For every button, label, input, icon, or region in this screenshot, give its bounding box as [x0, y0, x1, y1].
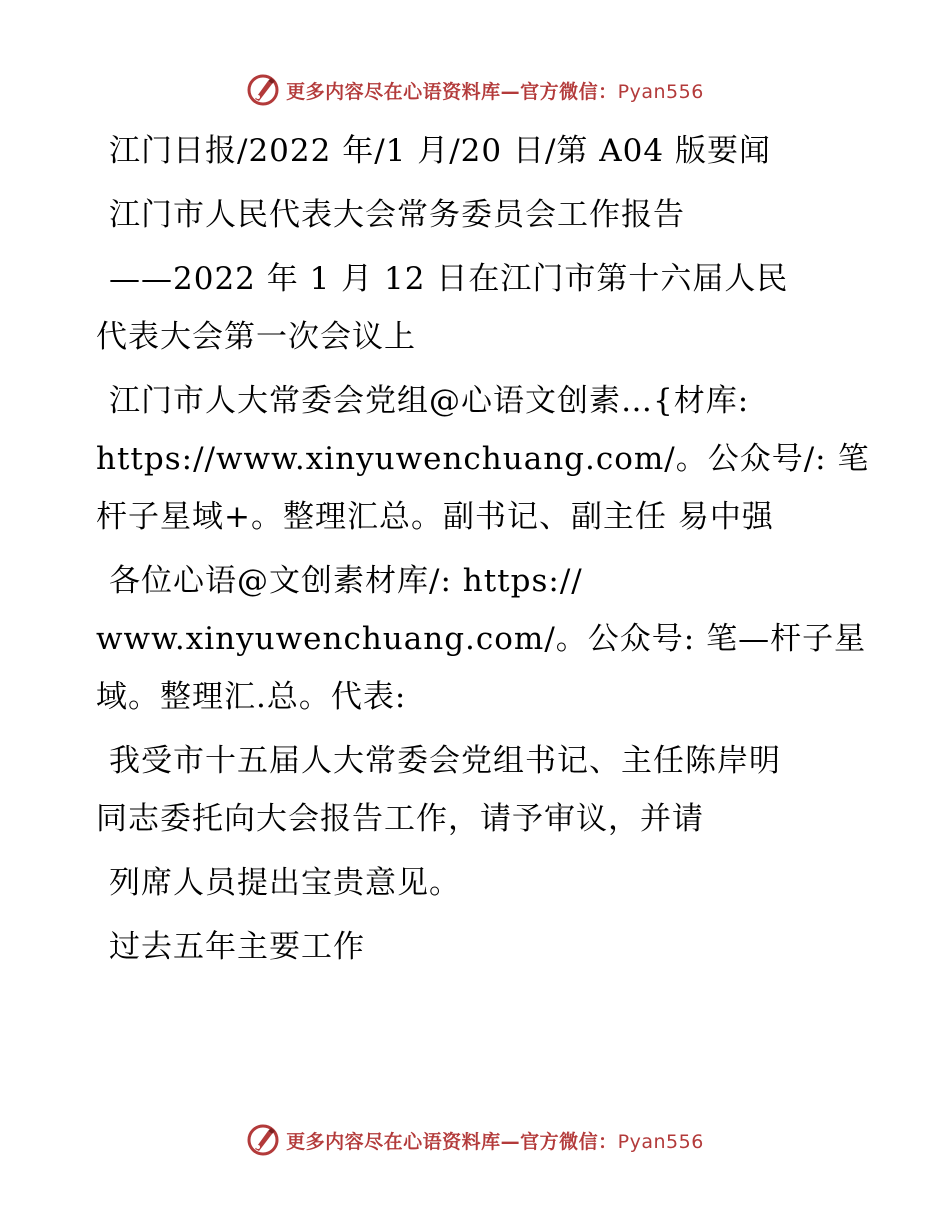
header-banner-cn: 更多内容尽在心语资料库—官方微信：	[286, 80, 618, 103]
author-line-3: 杆子星域+。整理汇总。副书记、副主任 易中强	[96, 499, 774, 535]
source-line: 江门日报/2022 年/1 月/20 日/第 A04 版要闻	[109, 133, 771, 169]
footer-banner-cn: 更多内容尽在心语资料库—官方微信：	[286, 1130, 618, 1153]
salutation-line-3: 域。整理汇.总。代表:	[96, 679, 407, 715]
salutation-line-2: www.xinyuwenchuang.com/。公众号: 笔—杆子星	[96, 621, 867, 657]
report-subtitle-line-2: 代表大会第一次会议上	[96, 319, 416, 355]
section-heading: 过去五年主要工作	[109, 929, 365, 965]
report-subtitle-line-1: ——2022 年 1 月 12 日在江门市第十六届人民	[109, 261, 789, 297]
report-title: 江门市人民代表大会常务委员会工作报告	[109, 197, 685, 233]
paragraph-line-1: 我受市十五届人大常委会党组书记、主任陈岸明	[109, 743, 781, 779]
footer-banner-wechat-id: Pyan556	[617, 1130, 704, 1153]
header-banner-text	[286, 77, 704, 104]
quill-pen-seal-icon	[246, 1123, 280, 1157]
paragraph-line-2: 同志委托向大会报告工作，请予审议，并请	[96, 801, 704, 837]
footer-banner-text	[286, 1127, 704, 1154]
author-line-1: 江门市人大常委会党组@心语文创素…{材库:	[109, 383, 750, 419]
header-banner	[0, 70, 950, 110]
paragraph-line-3: 列席人员提出宝贵意见。	[109, 865, 461, 901]
header-banner-wechat-id: Pyan556	[617, 80, 704, 103]
footer-banner	[0, 1120, 950, 1160]
author-line-2: https://www.xinyuwenchuang.com/。公众号/: 笔	[96, 441, 870, 477]
salutation-line-1: 各位心语@文创素材库/: https://	[109, 563, 583, 599]
quill-pen-seal-icon	[246, 73, 280, 107]
document-body	[96, 122, 870, 976]
